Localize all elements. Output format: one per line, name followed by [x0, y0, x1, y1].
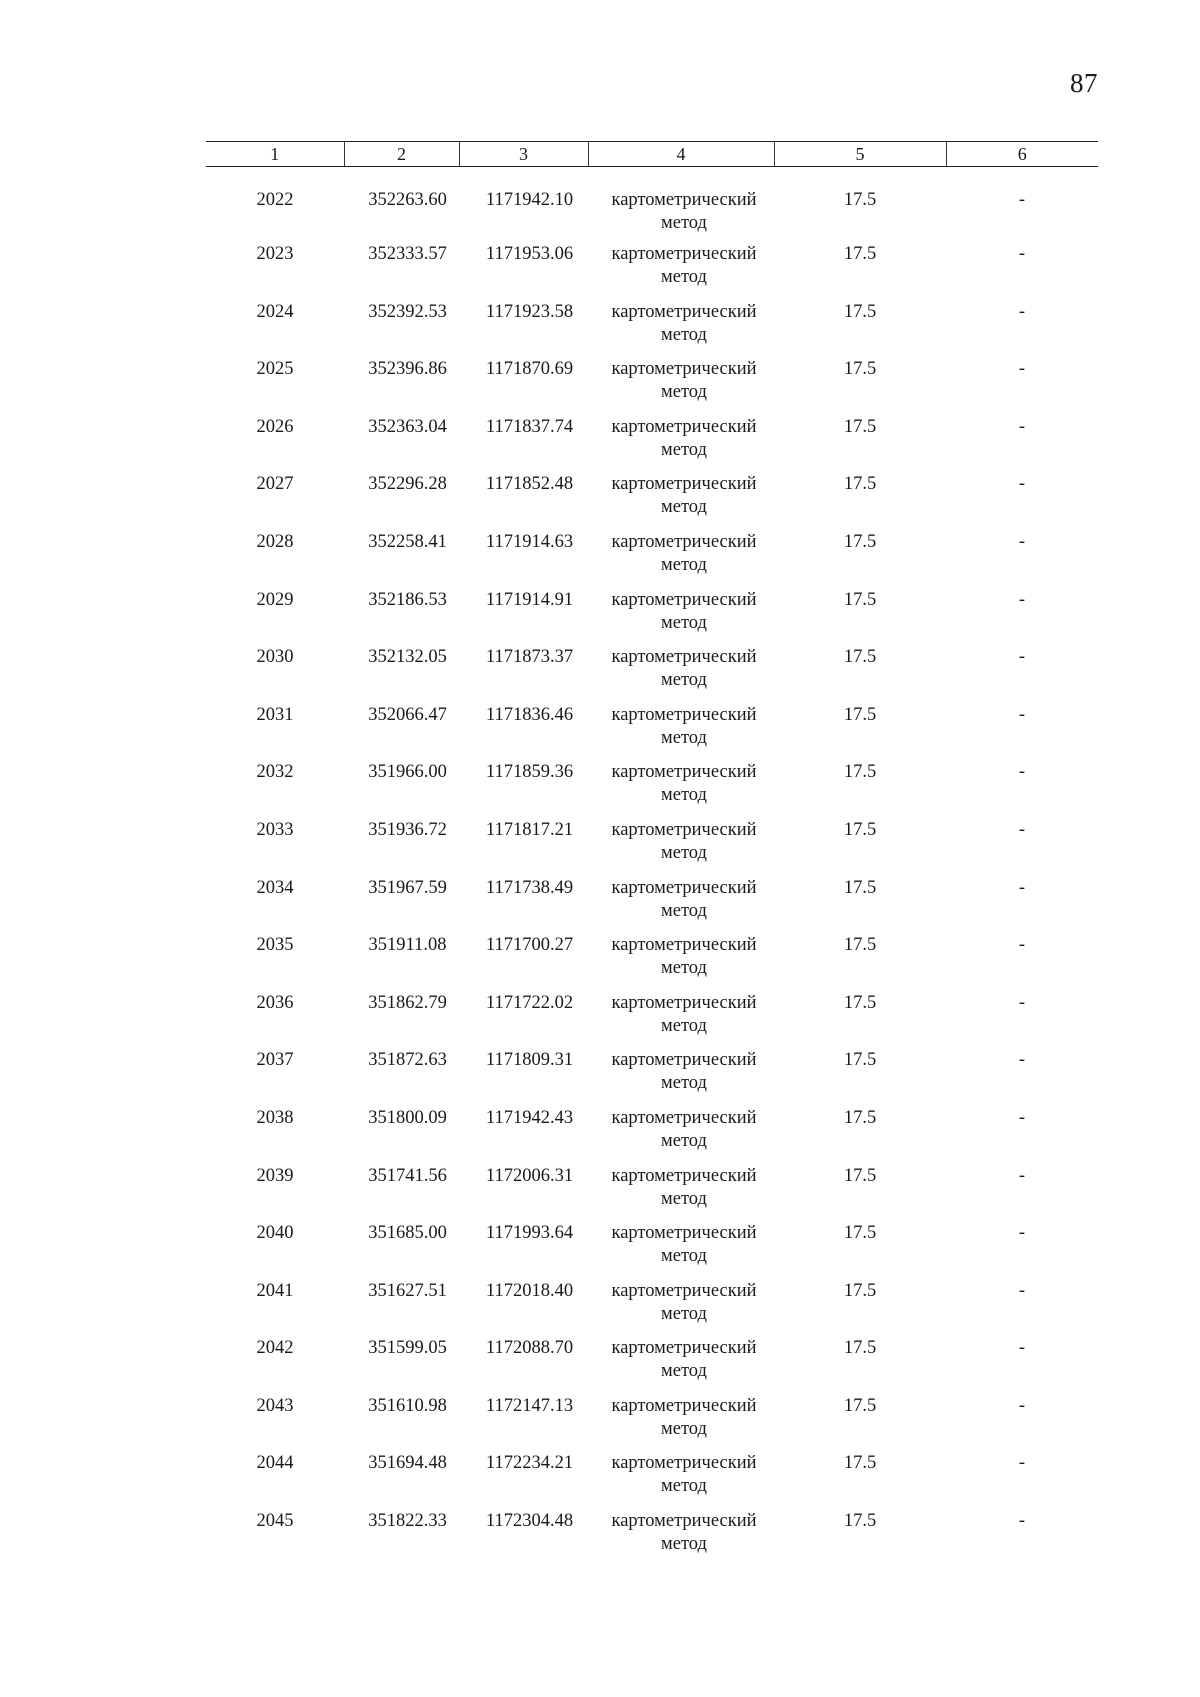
method-cell: картометрический метод	[611, 244, 757, 287]
x-coordinate-cell: 351936.72	[368, 819, 447, 840]
note-cell: -	[1018, 416, 1026, 437]
point-number-cell: 2028	[256, 531, 294, 552]
x-coordinate-cell: 352066.47	[368, 704, 447, 725]
note-cell: -	[1018, 1050, 1026, 1071]
x-coordinate-cell: 352132.05	[368, 647, 447, 668]
x-coordinate-cell: 352263.60	[368, 190, 447, 210]
table-row	[206, 1329, 1098, 1387]
table-body	[206, 167, 1098, 1560]
x-coordinate-cell: 351599.05	[368, 1338, 447, 1359]
accuracy-cell: 17.5	[843, 762, 877, 783]
method-cell: картометрический метод	[611, 1280, 757, 1324]
y-coordinate-cell: 1172018.40	[485, 1280, 574, 1301]
y-coordinate-cell: 1172234.21	[485, 1453, 574, 1474]
note-cell: -	[1018, 359, 1026, 380]
y-coordinate-cell: 1171836.46	[485, 704, 574, 725]
point-number-cell: 2023	[256, 244, 294, 264]
note-cell: -	[1018, 1107, 1026, 1128]
y-coordinate-cell: 1171738.49	[485, 877, 574, 898]
method-cell: картометрический метод	[611, 1165, 757, 1209]
note-cell: -	[1018, 301, 1026, 322]
x-coordinate-cell: 352396.86	[368, 359, 447, 380]
table-row	[206, 1214, 1098, 1272]
y-coordinate-cell: 1171914.91	[485, 589, 574, 610]
accuracy-cell: 17.5	[843, 1223, 877, 1244]
point-number-cell: 2027	[256, 474, 294, 495]
column-header-2: 2	[344, 142, 459, 167]
x-coordinate-cell: 352333.57	[368, 244, 447, 264]
y-coordinate-cell: 1171953.06	[485, 244, 574, 264]
table-row	[206, 1387, 1098, 1445]
accuracy-cell: 17.5	[843, 1453, 877, 1474]
point-number-cell: 2039	[256, 1165, 294, 1186]
x-coordinate-cell: 352392.53	[368, 301, 447, 322]
note-cell: -	[1018, 704, 1026, 725]
table-row	[206, 1099, 1098, 1157]
table-row	[206, 811, 1098, 869]
x-coordinate-cell: 352258.41	[368, 531, 447, 552]
table-row	[206, 293, 1098, 351]
point-number-cell: 2030	[256, 647, 294, 668]
table-row	[206, 581, 1098, 639]
x-coordinate-cell: 351862.79	[368, 992, 447, 1013]
y-coordinate-cell: 1171809.31	[485, 1050, 574, 1071]
y-coordinate-cell: 1172304.48	[485, 1511, 574, 1532]
accuracy-cell: 17.5	[843, 1511, 877, 1532]
table-row	[206, 926, 1098, 984]
point-number-cell: 2025	[256, 359, 294, 380]
method-cell: картометрический метод	[611, 647, 757, 691]
table-row	[206, 1502, 1098, 1560]
coordinates-table	[206, 141, 1098, 1560]
method-cell: картометрический метод	[611, 531, 757, 575]
y-coordinate-cell: 1172147.13	[485, 1395, 574, 1416]
header-row	[206, 142, 1098, 167]
accuracy-cell: 17.5	[843, 1280, 877, 1301]
y-coordinate-cell: 1171817.21	[485, 819, 574, 840]
point-number-cell: 2037	[256, 1050, 294, 1071]
accuracy-cell: 17.5	[843, 1338, 877, 1359]
point-number-cell: 2045	[256, 1511, 294, 1532]
x-coordinate-cell: 351610.98	[368, 1395, 447, 1416]
accuracy-cell: 17.5	[843, 531, 877, 552]
accuracy-cell: 17.5	[843, 474, 877, 495]
method-cell: картометрический метод	[611, 1453, 757, 1497]
table-row	[206, 696, 1098, 754]
table-row	[206, 350, 1098, 408]
point-number-cell: 2040	[256, 1223, 294, 1244]
x-coordinate-cell: 351822.33	[368, 1511, 447, 1532]
table-row	[206, 753, 1098, 811]
table-row	[206, 1272, 1098, 1330]
point-number-cell: 2022	[256, 190, 294, 210]
note-cell: -	[1018, 589, 1026, 610]
table-row	[206, 465, 1098, 523]
accuracy-cell: 17.5	[843, 1165, 877, 1186]
table-header	[206, 142, 1098, 167]
note-cell: -	[1018, 647, 1026, 668]
note-cell: -	[1018, 1453, 1026, 1474]
table-row	[206, 1157, 1098, 1215]
accuracy-cell: 17.5	[843, 819, 877, 840]
point-number-cell: 2044	[256, 1453, 294, 1474]
accuracy-cell: 17.5	[843, 647, 877, 668]
note-cell: -	[1018, 244, 1026, 264]
table-row	[206, 984, 1098, 1042]
y-coordinate-cell: 1171923.58	[485, 301, 574, 322]
accuracy-cell: 17.5	[843, 704, 877, 725]
x-coordinate-cell: 351694.48	[368, 1453, 447, 1474]
method-cell: картометрический метод	[611, 1107, 757, 1151]
accuracy-cell: 17.5	[843, 589, 877, 610]
x-coordinate-cell: 351911.08	[368, 935, 447, 956]
table-row	[206, 869, 1098, 927]
table-row	[206, 235, 1098, 293]
point-number-cell: 2043	[256, 1395, 294, 1416]
point-number-cell: 2041	[256, 1280, 294, 1301]
y-coordinate-cell: 1171993.64	[485, 1223, 574, 1244]
note-cell: -	[1018, 531, 1026, 552]
note-cell: -	[1018, 935, 1026, 956]
method-cell: картометрический метод	[611, 819, 757, 863]
table-row	[206, 167, 1098, 236]
x-coordinate-cell: 351967.59	[368, 877, 447, 898]
column-header-5: 5	[774, 142, 946, 167]
point-number-cell: 2042	[256, 1338, 294, 1359]
point-number-cell: 2033	[256, 819, 294, 840]
y-coordinate-cell: 1171870.69	[485, 359, 574, 380]
point-number-cell: 2035	[256, 935, 294, 956]
method-cell: картометрический метод	[611, 762, 757, 806]
note-cell: -	[1018, 992, 1026, 1013]
x-coordinate-cell: 351966.00	[368, 762, 447, 783]
note-cell: -	[1018, 190, 1026, 210]
table-row	[206, 638, 1098, 696]
y-coordinate-cell: 1171837.74	[485, 416, 574, 437]
accuracy-cell: 17.5	[843, 301, 877, 322]
point-number-cell: 2029	[256, 589, 294, 610]
y-coordinate-cell: 1171859.36	[485, 762, 574, 783]
y-coordinate-cell: 1172088.70	[485, 1338, 574, 1359]
method-cell: картометрический метод	[611, 301, 757, 345]
method-cell: картометрический метод	[611, 1223, 757, 1267]
method-cell: картометрический метод	[611, 935, 757, 979]
y-coordinate-cell: 1171852.48	[485, 474, 574, 495]
method-cell: картометрический метод	[611, 877, 757, 921]
accuracy-cell: 17.5	[843, 992, 877, 1013]
method-cell: картометрический метод	[611, 1338, 757, 1382]
x-coordinate-cell: 352296.28	[368, 474, 447, 495]
x-coordinate-cell: 352186.53	[368, 589, 447, 610]
table-row	[206, 1041, 1098, 1099]
accuracy-cell: 17.5	[843, 1107, 877, 1128]
y-coordinate-cell: 1171914.63	[485, 531, 574, 552]
column-header-1: 1	[206, 142, 344, 167]
method-cell: картометрический метод	[611, 474, 757, 518]
x-coordinate-cell: 351685.00	[368, 1223, 447, 1244]
accuracy-cell: 17.5	[843, 190, 877, 210]
column-header-3: 3	[459, 142, 588, 167]
note-cell: -	[1018, 877, 1026, 898]
point-number-cell: 2038	[256, 1107, 294, 1128]
point-number-cell: 2032	[256, 762, 294, 783]
accuracy-cell: 17.5	[843, 1395, 877, 1416]
x-coordinate-cell: 352363.04	[368, 416, 447, 437]
accuracy-cell: 17.5	[843, 935, 877, 956]
y-coordinate-cell: 1171942.10	[485, 190, 574, 210]
page-number: 87	[1070, 68, 1098, 98]
x-coordinate-cell: 351800.09	[368, 1107, 447, 1128]
column-header-4: 4	[588, 142, 774, 167]
accuracy-cell: 17.5	[843, 244, 877, 264]
point-number-cell: 2034	[256, 877, 294, 898]
y-coordinate-cell: 1172006.31	[485, 1165, 574, 1186]
method-cell: картометрический метод	[611, 992, 757, 1036]
method-cell: картометрический метод	[611, 190, 757, 233]
method-cell: картометрический метод	[611, 359, 757, 403]
x-coordinate-cell: 351872.63	[368, 1050, 447, 1071]
point-number-cell: 2036	[256, 992, 294, 1013]
note-cell: -	[1018, 819, 1026, 840]
x-coordinate-cell: 351741.56	[368, 1165, 447, 1186]
accuracy-cell: 17.5	[843, 877, 877, 898]
table-row	[206, 523, 1098, 581]
y-coordinate-cell: 1171942.43	[485, 1107, 574, 1128]
note-cell: -	[1018, 1280, 1026, 1301]
method-cell: картометрический метод	[611, 1511, 757, 1555]
y-coordinate-cell: 1171700.27	[485, 935, 574, 956]
note-cell: -	[1018, 1223, 1026, 1244]
point-number-cell: 2031	[256, 704, 294, 725]
accuracy-cell: 17.5	[843, 416, 877, 437]
note-cell: -	[1018, 762, 1026, 783]
method-cell: картометрический метод	[611, 416, 757, 460]
y-coordinate-cell: 1171722.02	[485, 992, 574, 1013]
point-number-cell: 2026	[256, 416, 294, 437]
method-cell: картометрический метод	[611, 1395, 757, 1439]
y-coordinate-cell: 1171873.37	[485, 647, 574, 668]
table-row	[206, 1444, 1098, 1502]
accuracy-cell: 17.5	[843, 1050, 877, 1071]
note-cell: -	[1018, 1165, 1026, 1186]
table-row	[206, 408, 1098, 466]
method-cell: картометрический метод	[611, 1050, 757, 1094]
x-coordinate-cell: 351627.51	[368, 1280, 447, 1301]
point-number-cell: 2024	[256, 301, 294, 322]
note-cell: -	[1018, 474, 1026, 495]
note-cell: -	[1018, 1511, 1026, 1532]
note-cell: -	[1018, 1395, 1026, 1416]
note-cell: -	[1018, 1338, 1026, 1359]
method-cell: картометрический метод	[611, 589, 757, 633]
column-header-6: 6	[946, 142, 1098, 167]
method-cell: картометрический метод	[611, 704, 757, 748]
accuracy-cell: 17.5	[843, 359, 877, 380]
